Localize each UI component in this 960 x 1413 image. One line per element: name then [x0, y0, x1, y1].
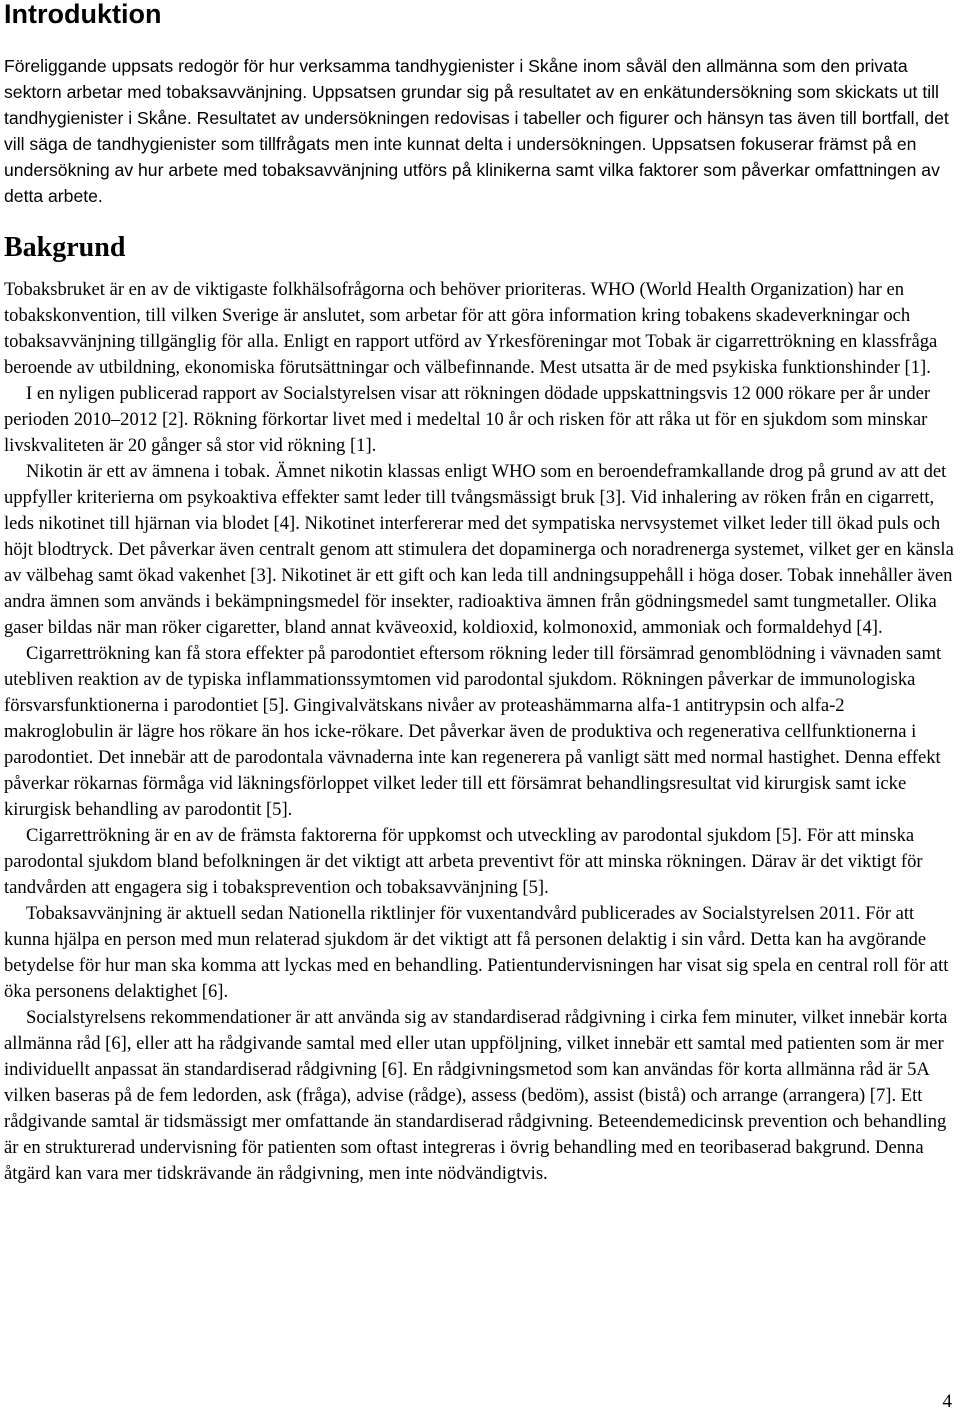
background-body: [4, 277, 956, 1187]
background-paragraph: Tobaksbruket är en av de viktigaste folkhälsofrågorna och behöver prioriteras. WHO (World Health Organization) har en tobakskonvention, till vilken Sverige är anslutet, som arbetar för att göra information kring tobakens skadeverkningar och tobaksavvänjning tillgänglig för alla. Enligt en rapport utförd av Yrkesföreningar mot Tobak är cigarrettrökning en klassfråga beroende av utbildning, ekonomiska förutsättningar och välbefinnande. Mest utsatta är de med psykiska funktionshinder [1].: [4, 279, 938, 378]
background-paragraph: Nikotin är ett av ämnena i tobak. Ämnet nikotin klassas enligt WHO som en beroendeframkallande drog på grund av att det uppfyller kriterierna om psykoaktiva effekter samt leder till tvångsmässigt bruk [3]. Vid inhalering av röken från en cigarrett, leds nikotinet till hjärnan via blodet [4]. Nikotinet interfererar med det sympatiska nervsystemet vilket leder till ökad puls och höjt blodtryck. Det påverkar även centralt genom att stimulera det dopaminerga och noradrenerga systemet, vilket ger en känsla av välbehag samt ökad vakenhet [3]. Nikotinet är ett gift och kan leda till andningsuppehåll i höga doser. Tobak innehåller även andra ämnen som används i bekämpningsmedel för insekter, radioaktiva ämnen från gödningsmedel samt tungmetaller. Olika gaser bildas när man röker cigaretter, bland annat kväveoxid, koldioxid, kolmonoxid, ammoniak och formaldehyd [4].: [4, 461, 954, 638]
background-paragraph: I en nyligen publicerad rapport av Socialstyrelsen visar att rökningen dödade uppskattningsvis 12 000 rökare per år under perioden 2010–2012 [2]. Rökning förkortar livet med i medeltal 10 år och risken för att råka ut för en sjukdom som minskar livskvaliteten är 20 gånger så stor vid rökning [1].: [4, 383, 931, 456]
background-paragraph: Cigarrettrökning kan få stora effekter på parodontiet eftersom rökning leder till försämrad genomblödning i vävnaden samt utebliven reaktion av de typiska inflammationssymtomen vid parodontal sjukdom. Rökningen påverkar de immunologiska försvarsfunktionerna i parodontiet [5]. Gingivalvätskans nivåer av proteashämmarna alfa-1 antitrypsin och alfa-2 makroglobulin är lägre hos rökare än hos icke-rökare. Det påverkar även de produktiva och regenerativa cellfunktionerna i parodontiet. Det innebär att de parodontala vävnaderna inte kan regenerera på vanligt sätt med normal hastighet. Denna effekt påverkar rökarnas förmåga vid läkningsförloppet vilket leder till ett försämrat behandlingsresultat vid kirurgisk samt icke kirurgisk behandling av parodontit [5].: [4, 643, 942, 820]
page-number: 4: [942, 1391, 952, 1412]
background-paragraph: Cigarrettrökning är en av de främsta faktorerna för uppkomst och utveckling av parodontal sjukdom [5]. För att minska parodontal sjukdom bland befolkningen är det viktigt att arbeta preventivt för att minska rökningen. Därav är det viktigt för tandvården att engagera sig i tobaksprevention och tobaksavvänjning [5].: [4, 825, 923, 898]
section-heading-bakgrund: Bakgrund: [4, 232, 126, 263]
section-heading-introduktion: Introduktion: [4, 0, 162, 29]
background-paragraph: Socialstyrelsens rekommendationer är att använda sig av standardiserad rådgivning i cirka fem minuter, vilket innebär korta allmänna råd [6], eller att ha rådgivande samtal med eller utan uppföljning, vilket innebär ett samtal med patienten som är mer individuellt anpassat än standardiserad rådgivning [6]. En rådgivningsmetod som kan användas för korta allmänna råd är 5A vilken baseras på de fem ledorden, ask (fråga), advise (rådge), assess (bedöm), assist (bistå) och arrange (arrangera) [7]. Ett rådgivande samtal är tidsmässigt mer omfattande än standardiserad rådgivning. Beteendemedicinsk prevention och behandling är en strukturerad undervisning för patienten som oftast integreras i övrig behandling med en teoribaserad bakgrund. Denna åtgärd kan vara mer tidskrävande än rådgivning, men inte nödvändigtvis.: [4, 1007, 948, 1184]
background-paragraph: Tobaksavvänjning är aktuell sedan Nationella riktlinjer för vuxentandvård publicerades av Socialstyrelsen 2011. För att kunna hjälpa en person med mun relaterad sjukdom är det viktigt att få personen delaktig i sin vård. Detta kan ha avgörande betydelse för hur man ska komma att lyckas med en behandling. Patientundervisningen har visat sig spela en central roll för att öka personens delaktighet [6].: [4, 903, 949, 1002]
intro-paragraph: Föreliggande uppsats redogör för hur verksamma tandhygienister i Skåne inom såväl den allmänna som den privata sektorn arbetar med tobaksavvänjning. Uppsatsen grundar sig på resultatet av en enkätundersökning som skickats ut till tandhygienister i Skåne. Resultatet av undersökningen redovisas i tabeller och figurer och hänsyn tas även till bortfall, det vill säga de tandhygienister som tillfrågats men inte kunnat delta i undersökningen. Uppsatsen fokuserar främst på en undersökning av hur arbete med tobaksavvänjning utförs på klinikerna samt vilka faktorer som påverkar omfattningen av detta arbete.: [4, 56, 949, 206]
